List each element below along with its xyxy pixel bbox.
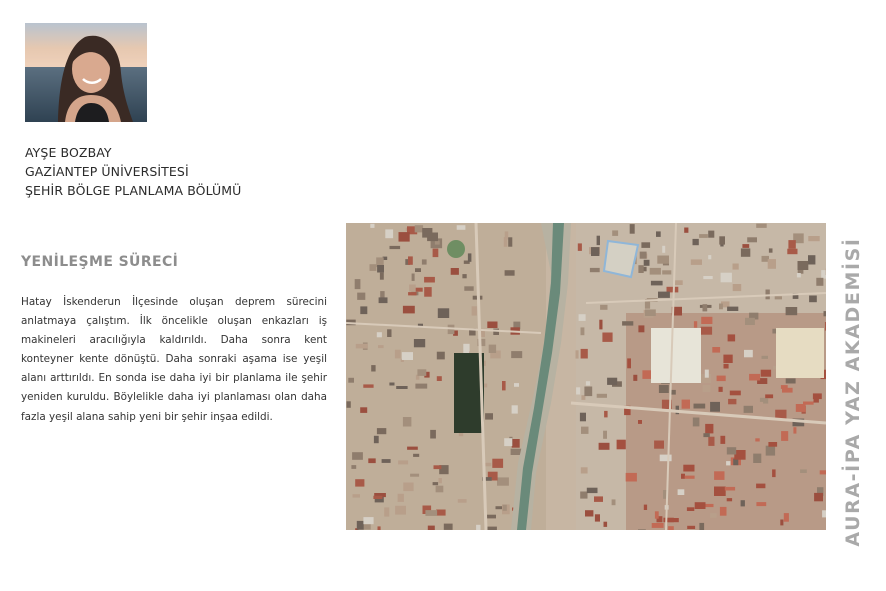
author-department: ŞEHİR BÖLGE PLANLAMA BÖLÜMÜ xyxy=(25,183,242,198)
side-label-text: AURA-İPA YAZ AKADEMİSİ xyxy=(842,237,864,547)
section-title: YENİLEŞME SÜRECİ xyxy=(21,254,179,270)
author-university: GAZİANTEP ÜNİVERSİTESİ xyxy=(25,164,189,179)
author-photo xyxy=(25,23,147,122)
author-name: AYŞE BOZBAY xyxy=(25,145,112,160)
side-label-vertical xyxy=(833,224,873,560)
section-paragraph: Hatay İskenderun İlçesinde oluşan deprem sürecini anlatmaya çalıştım. İlk öncelikle oluşan enkazları iş makineleri aracılığıyla kaldırıldı. Daha sonra kent konteyner kente dönüştü. Daha sonraki aşama ise yeşil alanı arttırıldı. En sonda ise daha iyi bir planlama ile şehir yeniden kuruldu. Böylelikle daha iyi planlaması olan daha fazla yeşil alana sahip yeni bir şehir inşaa edildi. xyxy=(21,296,327,423)
author-info xyxy=(25,143,241,200)
satellite-map-image xyxy=(346,223,826,530)
